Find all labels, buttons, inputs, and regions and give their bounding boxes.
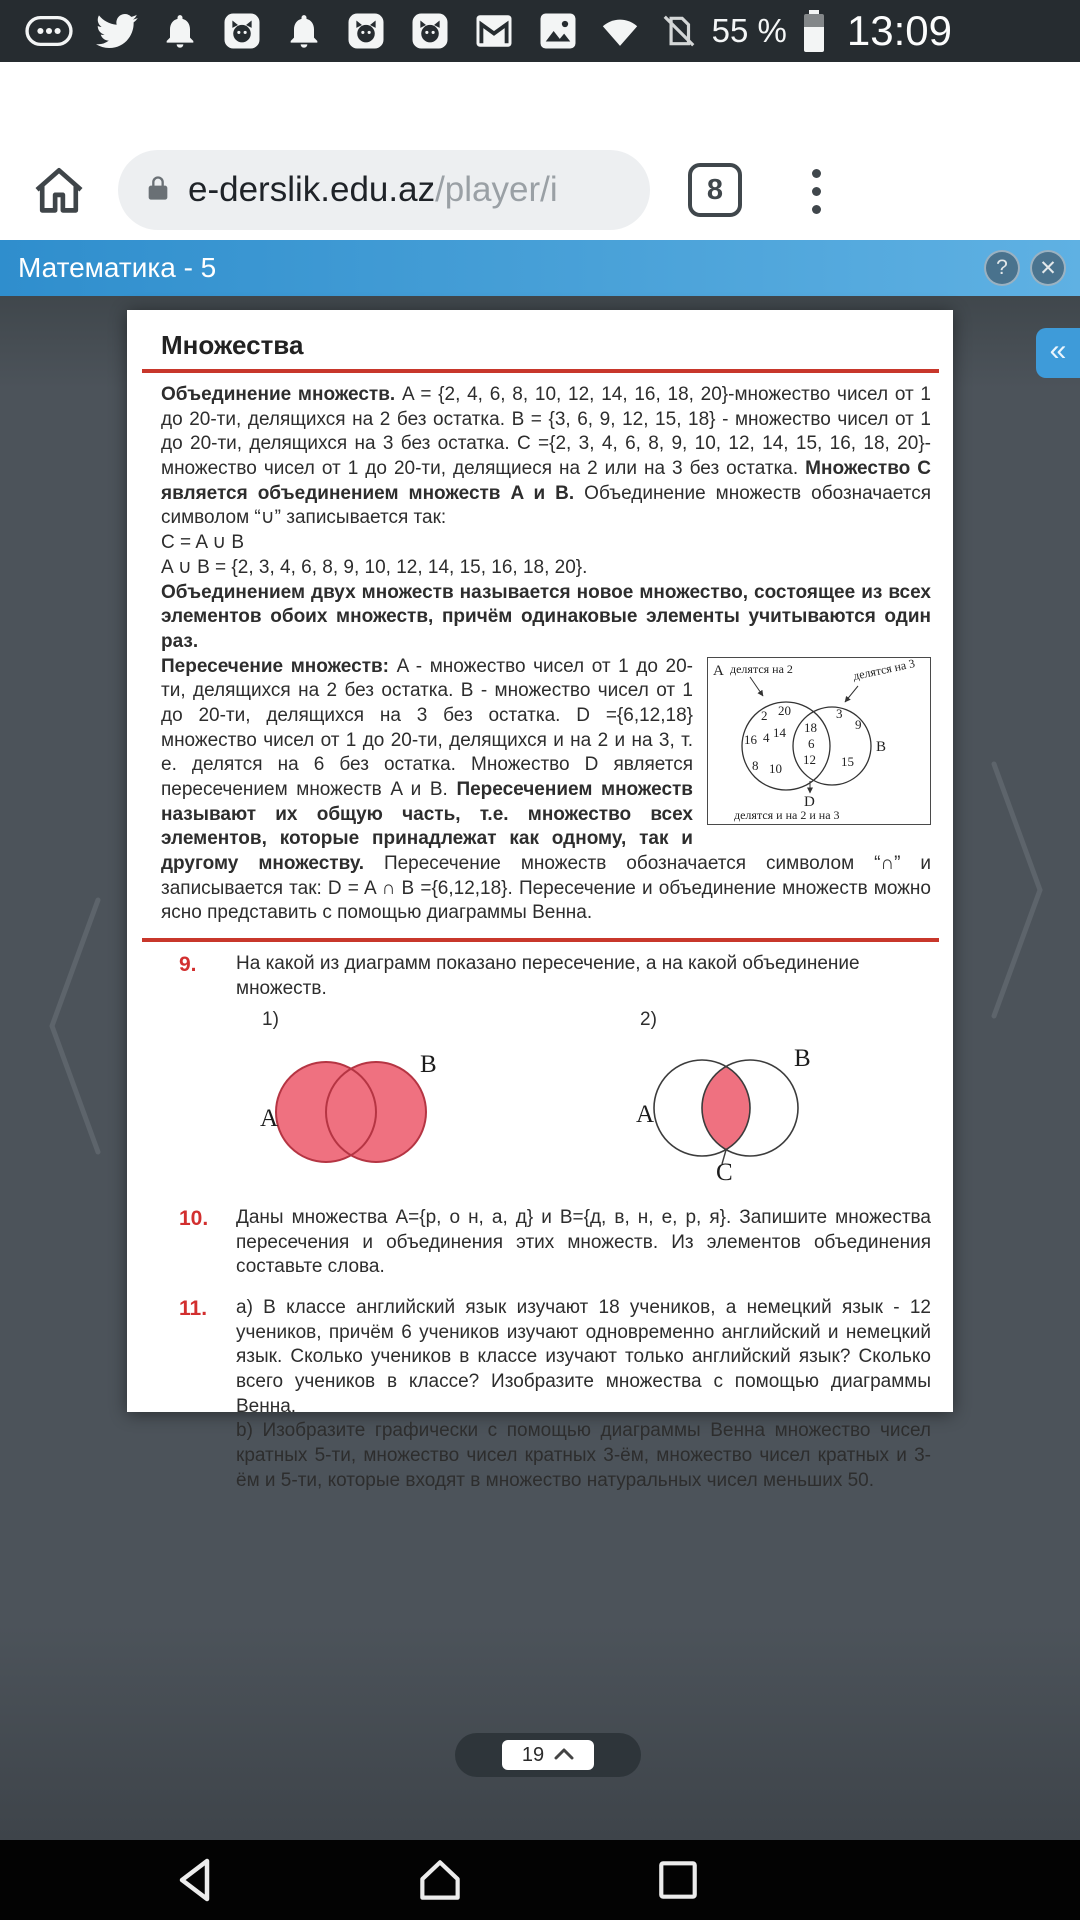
- svg-text:8: 8: [752, 757, 759, 773]
- menu-dot: [812, 187, 821, 196]
- status-notification-icons: [24, 10, 580, 52]
- tab-count: 8: [706, 173, 724, 206]
- svg-text:B: B: [794, 1045, 811, 1073]
- svg-text:15: 15: [841, 753, 854, 769]
- union-formula-1: C = A ∪ B: [161, 532, 245, 554]
- home-icon: [28, 210, 90, 225]
- url-text: [188, 170, 558, 210]
- lock-icon: [144, 171, 172, 210]
- help-button[interactable]: [984, 250, 1020, 286]
- problem-number: 11.: [179, 1296, 208, 1320]
- svg-text:делятся и на 2 и на 3: делятся и на 2 и на 3: [734, 807, 840, 822]
- next-page-arrow[interactable]: [986, 758, 1050, 1025]
- svg-text:4: 4: [763, 729, 770, 745]
- union-formula-2: A ∪ B = {2, 3, 4, 6, 8, 9, 10, 12, 14, 15, 16, 18, 20}.: [161, 556, 588, 578]
- battery-icon: [801, 8, 827, 54]
- previous-page-arrow[interactable]: [42, 894, 106, 1161]
- app-notification-icon: [408, 10, 452, 52]
- bell-icon: [284, 10, 324, 52]
- browser-toolbar: [0, 62, 1080, 240]
- back-icon: [170, 1894, 222, 1909]
- url-path: /player/i: [435, 170, 558, 209]
- problem-text-a: a) В классе английский язык изучают 18 учеников, а немецкий язык - 12 учеников, причём 6 учеников изучают одновременно английский и немецкий язык. Сколько учеников в классе изучают только английский язык? Сколько всего учеников в классе? Изобразите множества с помощью диаграммы Венна.: [236, 1296, 931, 1417]
- venn-diagram-union: 1) A B: [258, 1008, 448, 1190]
- status-bar: [0, 0, 1080, 62]
- battery-percent: 55 %: [711, 12, 787, 49]
- android-nav-bar: [0, 1840, 1080, 1920]
- nav-recents-button[interactable]: [652, 1854, 704, 1909]
- page-indicator[interactable]: [455, 1733, 641, 1777]
- svg-text:9: 9: [855, 716, 862, 732]
- url-domain: e-derslik.edu.az: [188, 170, 436, 209]
- question-icon: ?: [996, 256, 1008, 279]
- bell-icon: [160, 10, 200, 52]
- problem-11: [179, 1296, 931, 1494]
- double-chevron-left-icon: «: [1049, 334, 1067, 367]
- venn-figure: [708, 658, 930, 824]
- chevron-left-icon: [42, 1146, 106, 1161]
- page-number: 19: [521, 1743, 545, 1766]
- intersection-paragraph: Пересечение множеств: A - множество чисел от 1 до 20-ти, делящихся на 2 без остатка. B - множество чисел от 1 до 20-ти, делящихся на 3 без остатка. D ={6,12,18} множество чисел от 1 до 20-ти, делящихся и на 2 и на 3, т. е. делятся на 6 без остатка. Множество D является пересечением множеств A и B. Пересечением множеств называют их общую часть, т.е. множество всех элементов, которые принадлежат как одному, так и другому множеству. Пересечение множеств обозначается символом “∩” и записывается так: D = A ∩ B ={6,12,18}. Пересечение и объединение множеств можно ясно представить с помощью диаграммы Венна.: [161, 655, 931, 924]
- union-paragraph: Объединение множеств. A = {2, 4, 6, 8, 10, 12, 14, 16, 18, 20}-множество чисел от 1 до 20-ти, делящихся на 2 без остатка. B = {3, 6, 9, 12, 15, 18} - множество чисел от 1 до 20-ти, делящихся на 3 без остатка. C ={2, 3, 4, 6, 8, 9, 10, 12, 14, 15, 16, 18, 20}- множество чисел от 1 до 20-ти, делящиеся на 2 или на 3 без остатка. Множество C является объединением множеств A и B. Объединение множеств обозначается символом “∪” записывается так:: [161, 384, 931, 529]
- problem-9: [179, 952, 931, 1190]
- svg-text:10: 10: [769, 760, 782, 776]
- svg-text:16: 16: [744, 731, 757, 747]
- gallery-icon: [536, 10, 580, 52]
- problem-text: На какой из диаграмм показано пересечение, а на какой объединение множеств.: [236, 953, 860, 999]
- svg-text:B: B: [420, 1051, 437, 1079]
- url-bar[interactable]: [118, 150, 650, 230]
- problem-10: [179, 1206, 931, 1280]
- svg-text:6: 6: [808, 735, 815, 751]
- venn-figure-box: [707, 657, 931, 825]
- wifi-icon: [594, 10, 646, 52]
- app-notification-icon: [220, 10, 264, 52]
- svg-text:18: 18: [804, 719, 817, 735]
- app-notification-icon: [344, 10, 388, 52]
- no-sim-icon: [660, 10, 698, 52]
- page-title: Множества: [161, 330, 304, 360]
- close-button[interactable]: [1030, 250, 1066, 286]
- red-divider: [142, 938, 939, 942]
- nav-home-button[interactable]: [414, 1854, 466, 1909]
- problem-9-diagrams: [258, 1008, 931, 1190]
- chevron-up-icon: [554, 1748, 574, 1763]
- svg-text:14: 14: [773, 724, 786, 740]
- recents-icon: [652, 1894, 704, 1909]
- menu-dot: [812, 205, 821, 214]
- problem-number: 10.: [179, 1206, 209, 1230]
- menu-dot: [812, 169, 821, 178]
- union-definition: Объединением двух множеств называется новое множество, состоящее из всех элементов обоих множеств, причём одинаковые элементы учитываются один раз.: [161, 581, 931, 652]
- svg-text:делятся на 3: делятся на 3: [851, 657, 917, 683]
- browser-menu-button[interactable]: [796, 158, 836, 224]
- svg-text:12: 12: [803, 751, 816, 767]
- status-system-icons: [594, 7, 952, 55]
- tab-switcher-button[interactable]: [688, 163, 742, 217]
- problem-number: 9.: [179, 953, 197, 977]
- svg-text:B: B: [876, 738, 887, 755]
- problem-text-b: b) Изобразите графически с помощью диаграммы Венна множество чисел кратных 5-ти, множество чисел кратных 3-ём, множество чисел кратных и 3-ём и 5-ти, которые входят в множество натуральных чисел меньших 50.: [236, 1420, 931, 1491]
- twitter-icon: [94, 10, 140, 52]
- nav-back-button[interactable]: [170, 1854, 222, 1909]
- textbook-page: [127, 310, 953, 1491]
- viewer-header: [0, 240, 1080, 296]
- page-number-box[interactable]: [502, 1740, 594, 1770]
- notification-overflow-icon: [24, 10, 74, 52]
- book-title: Математика - 5: [18, 252, 217, 283]
- svg-text:A: A: [260, 1105, 279, 1133]
- home-icon: [414, 1894, 466, 1909]
- chevron-right-icon: [986, 1010, 1050, 1025]
- close-icon: ✕: [1039, 256, 1057, 280]
- problems-section: [161, 952, 931, 1493]
- venn-diagram-intersection: 2) A B C: [636, 1008, 826, 1190]
- svg-text:делятся на 2: делятся на 2: [730, 661, 793, 676]
- book-viewer: [0, 296, 1080, 1840]
- svg-text:C: C: [716, 1159, 733, 1183]
- svg-text:A: A: [713, 662, 724, 679]
- svg-text:20: 20: [778, 702, 791, 718]
- sidebar-collapse-button[interactable]: [1036, 328, 1080, 378]
- red-divider: [142, 369, 939, 373]
- status-time: 13:09: [846, 7, 952, 54]
- problem-text: Даны множества A={р, о н, а, д} и B={д, в, н, е, р, я}. Запишите множества пересечения и объединения этих множеств. Из элементов объединения составьте слова.: [236, 1206, 931, 1278]
- page-content: [127, 310, 953, 1493]
- svg-text:D: D: [804, 793, 815, 810]
- browser-home-button[interactable]: [28, 160, 90, 222]
- svg-text:A: A: [636, 1101, 655, 1129]
- gmail-icon: [472, 10, 516, 52]
- svg-text:3: 3: [836, 705, 843, 721]
- svg-text:2: 2: [761, 707, 768, 723]
